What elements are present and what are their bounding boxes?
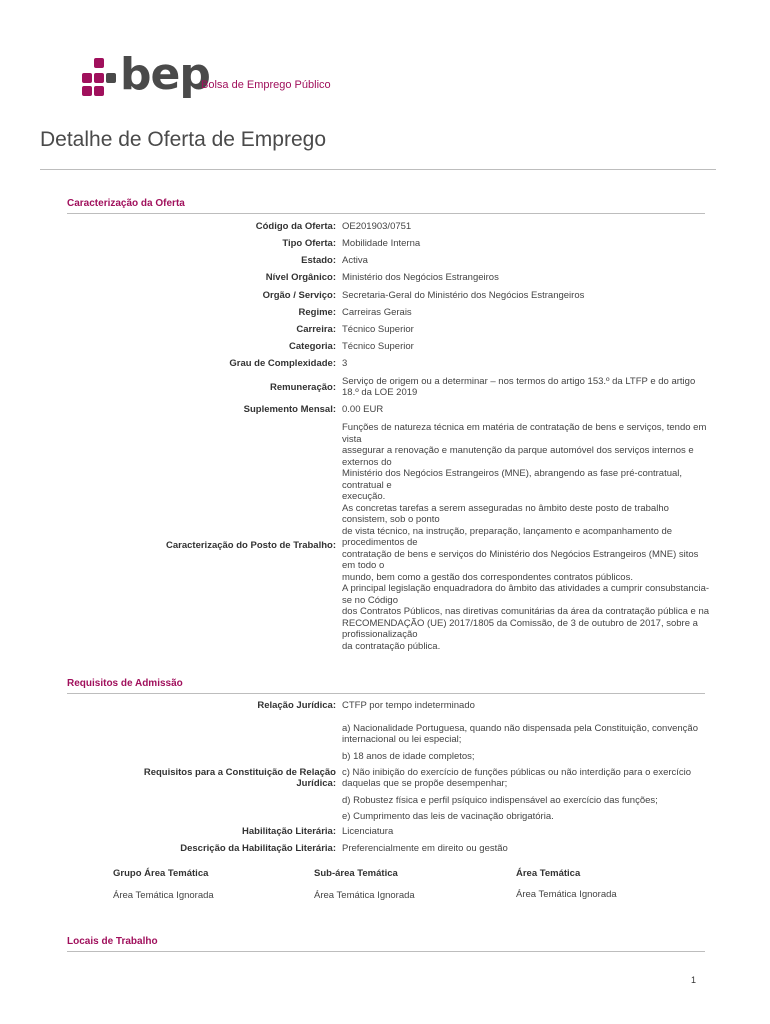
field-value: Licenciatura bbox=[342, 826, 394, 837]
field-label: Habilitação Literária: bbox=[242, 826, 336, 837]
logo-subtitle: Bolsa de Emprego Público bbox=[201, 79, 331, 91]
field-value: 0.00 EUR bbox=[342, 404, 384, 415]
requisitos-item: e) Cumprimento das leis de vacinação obrigatória. bbox=[342, 811, 554, 822]
section-divider bbox=[67, 213, 705, 214]
table-cell: Área Temática Ignorada bbox=[113, 890, 214, 901]
field-label: Tipo Oferta: bbox=[282, 238, 336, 249]
requisitos-item: a) Nacionalidade Portuguesa, quando não dispensada pela Constituição, convenção internacional ou lei especial; bbox=[342, 723, 698, 746]
field-label: Grau de Complexidade: bbox=[229, 358, 336, 369]
field-value: Funções de natureza técnica em matéria de contratação de bens e serviços, tendo em vista assegurar a renovação e manutenção da parque automóvel dos serviços internos e externos do Ministério dos Negócios Estrangeiros (MNE), abrangendo as fase pré-contratual, contratual e execução. As concretas tarefas a serem asseguradas no âmbito deste posto de trabalho consistem, sob o ponto de vista técnico, na instrução, preparação, lançamento e acompanhamento de procedimentos de contratação de bens e serviços do Ministério dos Negócios Estrangeiros (MNE) sitos em todo o mundo, bem como a gestão dos correspondentes contratos públicos. A principal legislação enquadradora do âmbito das atividades a cumprir consubstancia-se no Código dos Contratos Públicos, nas diretivas comunitárias da área da contratação pública e na RECOMENDAÇÃO (UE) 2017/1805 da Comissão, de 3 de outubro de 2017, sobre a profissionalização da contratação pública. bbox=[342, 422, 710, 652]
page-title: Detalhe de Oferta de Emprego bbox=[40, 128, 327, 151]
field-label: Orgão / Serviço: bbox=[262, 290, 336, 301]
field-label: Suplemento Mensal: bbox=[243, 404, 336, 415]
field-label: Caracterização do Posto de Trabalho: bbox=[166, 540, 336, 551]
field-label: Regime: bbox=[298, 307, 336, 318]
field-value: Ministério dos Negócios Estrangeiros bbox=[342, 272, 499, 283]
title-divider bbox=[40, 169, 716, 170]
logo-word: bep bbox=[120, 49, 210, 100]
field-label: Categoria: bbox=[289, 341, 336, 352]
field-label: Código da Oferta: bbox=[255, 221, 336, 232]
field-value: Técnico Superior bbox=[342, 324, 414, 335]
section-title-locais: Locais de Trabalho bbox=[67, 936, 158, 947]
requisitos-item: b) 18 anos de idade completos; bbox=[342, 751, 475, 762]
logo-squares-icon bbox=[82, 56, 118, 96]
field-label: Carreira: bbox=[296, 324, 336, 335]
table-header: Sub-área Temática bbox=[314, 868, 398, 879]
field-label: Nível Orgânico: bbox=[265, 272, 336, 283]
section-title-requisitos: Requisitos de Admissão bbox=[67, 678, 183, 689]
field-label: Relação Jurídica: bbox=[257, 700, 336, 711]
field-label: Descrição da Habilitação Literária: bbox=[180, 843, 336, 854]
field-label: Remuneração: bbox=[270, 382, 336, 393]
page-number: 1 bbox=[691, 975, 697, 985]
field-value: Serviço de origem ou a determinar – nos termos do artigo 153.º da LTFP e do artigo 18.º da LOE 2019 bbox=[342, 376, 696, 399]
field-value: Activa bbox=[342, 255, 368, 266]
table-header: Grupo Área Temática bbox=[113, 868, 209, 879]
table-header: Área Temática bbox=[516, 868, 581, 879]
field-value: Preferencialmente em direito ou gestão bbox=[342, 843, 508, 854]
field-value: 3 bbox=[342, 358, 348, 369]
table-cell: Área Temática Ignorada bbox=[314, 890, 415, 901]
field-value: CTFP por tempo indeterminado bbox=[342, 700, 475, 711]
requisitos-item: d) Robustez física e perfil psíquico indispensável ao exercício das funções; bbox=[342, 795, 658, 806]
field-label: Requisitos para a Constituição de Relação Jurídica: bbox=[143, 767, 336, 790]
requisitos-item: c) Não inibição do exercício de funções públicas ou não interdição para o exercício daquelas que se propõe desempenhar; bbox=[342, 767, 692, 790]
field-value: Técnico Superior bbox=[342, 341, 414, 352]
field-value: Secretaria-Geral do Ministério dos Negócios Estrangeiros bbox=[342, 290, 585, 301]
field-value: OE201903/0751 bbox=[342, 221, 412, 232]
section-divider bbox=[67, 693, 705, 694]
section-title-caracterizacao: Caracterização da Oferta bbox=[67, 198, 185, 209]
section-divider bbox=[67, 951, 705, 952]
field-value: Carreiras Gerais bbox=[342, 307, 412, 318]
field-label: Estado: bbox=[301, 255, 336, 266]
field-value: Mobilidade Interna bbox=[342, 238, 421, 249]
table-cell: Área Temática Ignorada bbox=[516, 889, 617, 900]
